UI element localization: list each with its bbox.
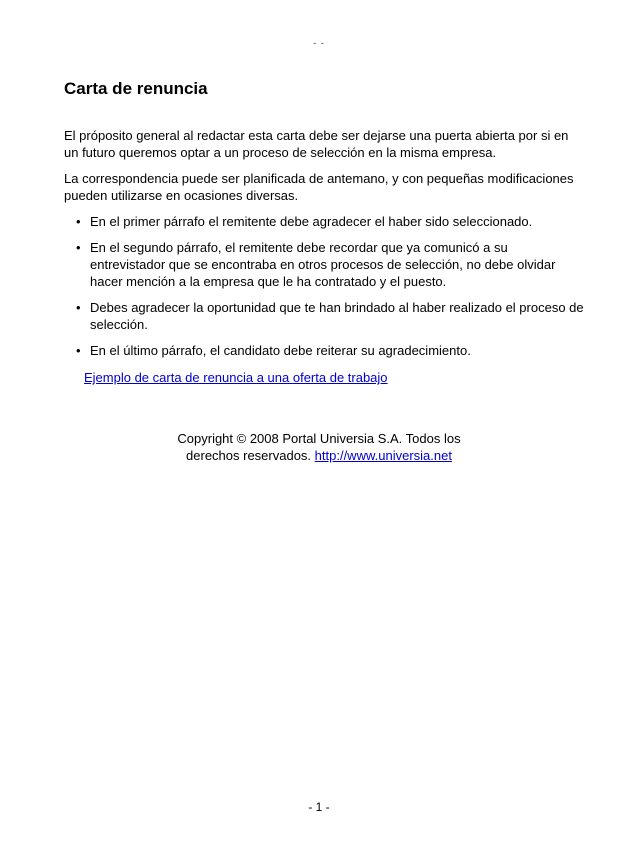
list-item-text: En el segundo párrafo, el remitente debe recordar que ya comunicó a su entrevistador que se encontraba en otros procesos de selección, no debe olvidar hacer mención a la empresa que le ha contratado y el puesto. [90,240,556,289]
tips-list [64,213,584,359]
list-item-text: En el primer párrafo el remitente debe agradecer el haber sido seleccionado. [90,214,533,229]
bullet-icon: • [76,240,81,255]
page-header-mark: - - [313,38,325,48]
page-number: - 1 - [308,800,330,814]
list-item-text: En el último párrafo, el candidato debe reiterar su agradecimiento. [90,343,471,358]
list-item [64,342,584,359]
list-item [64,299,584,333]
second-paragraph: La correspondencia puede ser planificada de antemano, y con pequeñas modificaciones pueden utilizarse en ocasiones diversas. [64,171,574,203]
example-letter-link[interactable]: Ejemplo de carta de renuncia a una oferta de trabajo [84,370,388,385]
list-item [64,239,584,290]
universia-url-link[interactable]: http://www.universia.net [314,448,452,463]
copyright-line: Copyright © 2008 Portal Universia S.A. Todos los [177,431,461,446]
document-title: Carta de renuncia [64,79,208,98]
intro-paragraph: El próposito general al redactar esta carta debe ser dejarse una puerta abierta por si en un futuro queremos optar a un proceso de selección en la misma empresa. [64,128,569,160]
document-body [64,127,584,386]
bullet-icon: • [76,214,81,229]
bullet-icon: • [76,343,81,358]
copyright-notice [0,430,638,464]
list-item [64,213,584,230]
copyright-line-2 [0,447,638,464]
list-item-text: Debes agradecer la oportunidad que te han brindado al haber realizado el proceso de selección. [90,300,584,332]
bullet-icon: • [76,300,81,315]
copyright-rights-text: derechos reservados. [186,448,315,463]
